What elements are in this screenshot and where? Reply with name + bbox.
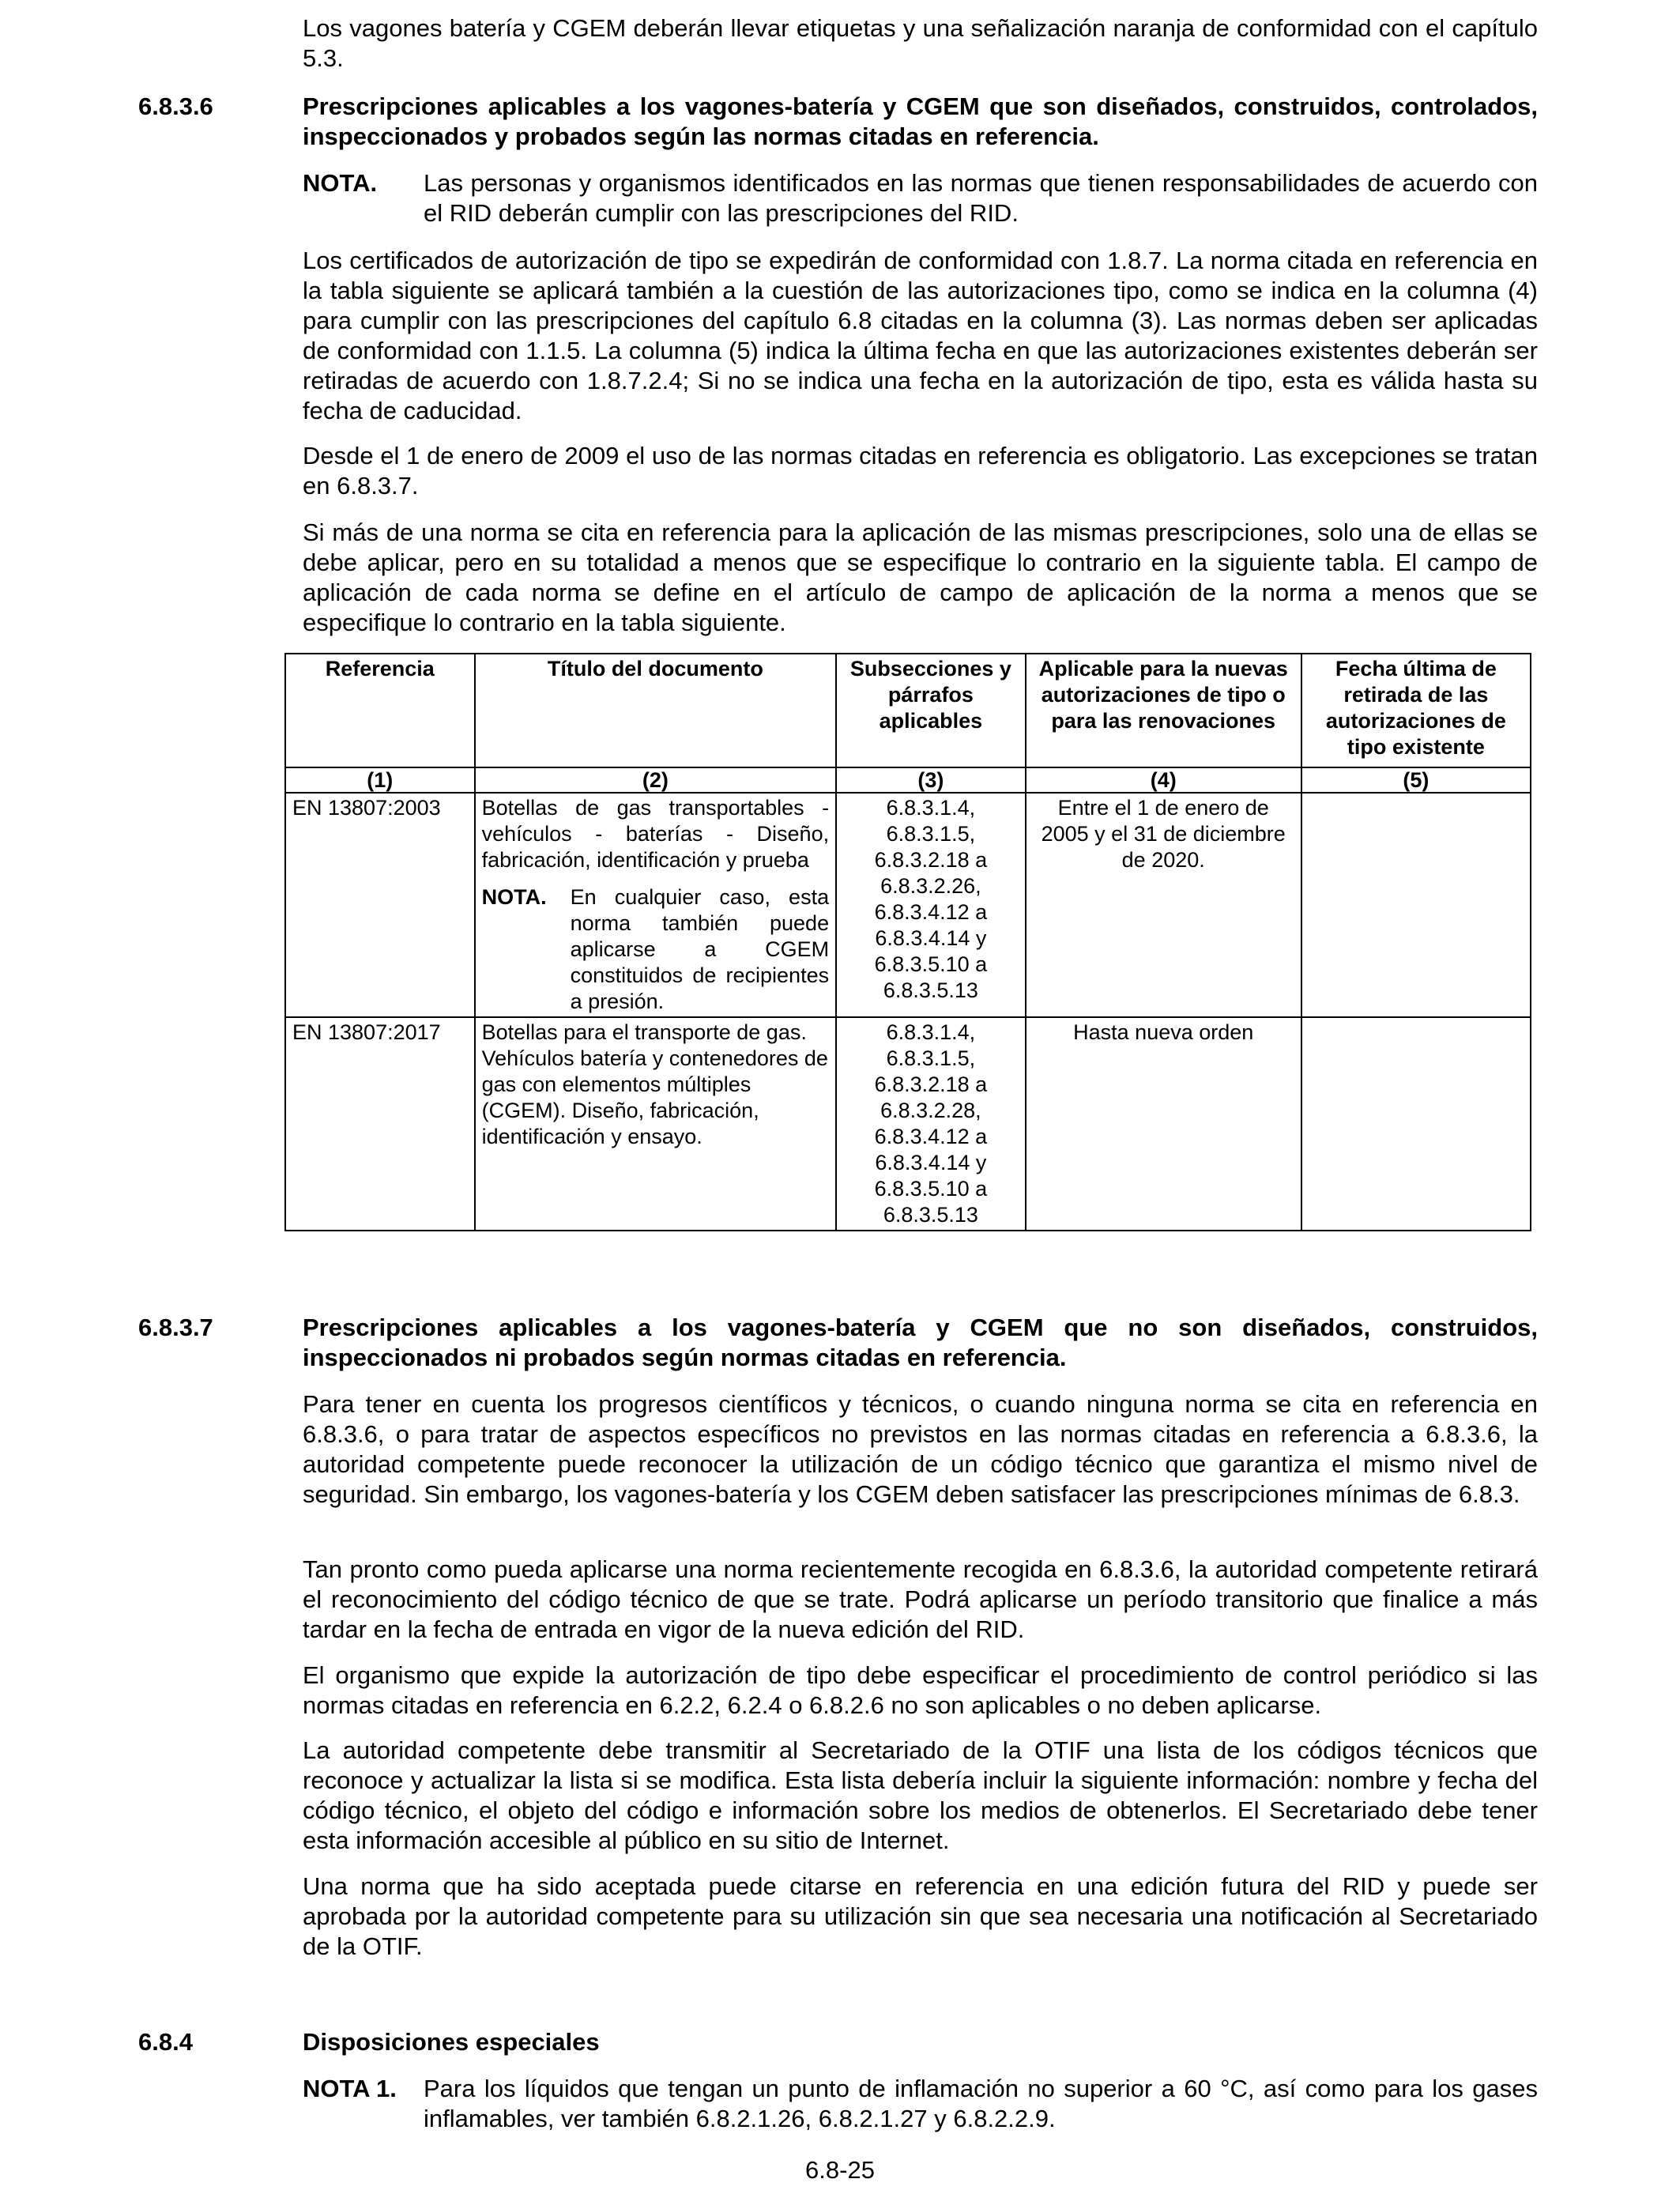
table-header-row <box>285 654 1531 767</box>
cell-title-text: Botellas de gas transportables - vehículos - baterías - Diseño, fabricación, identificación y prueba <box>481 796 830 872</box>
column-number-3: (3) <box>836 767 1026 793</box>
section-title-684: Disposiciones especiales <box>303 2028 600 2056</box>
standards-table <box>284 653 1531 1231</box>
column-number-5: (5) <box>1301 767 1531 793</box>
table-column-number-row <box>285 767 1531 793</box>
paragraph-6837-3: El organismo que expide la autorización de tipo debe especificar el procedimiento de control periódico si las normas citadas en referencia en 6.2.2, 6.2.4 o 6.8.2.6 no son aplicables o no deben aplicarse. <box>303 1661 1538 1719</box>
cell-reference: EN 13807:2003 <box>285 793 475 1017</box>
paragraph-6836-1: Los certificados de autorización de tipo se expedirán de conformidad con 1.8.7. La norma citada en referencia en la tabla siguiente se aplicará también a la cuestión de las autorizaciones tipo, como se indica en la columna (4) para cumplir con las prescripciones del capítulo 6.8 citadas en la columna (3). Las normas deben ser aplicadas de conformidad con 1.1.5. La columna (5) indica la última fecha en que las autorizaciones existentes deberán ser retiradas de acuerdo con 1.8.7.2.4; Si no se indica una fecha en la autorización de tipo, esta es válida hasta su fecha de caducidad. <box>303 247 1538 424</box>
header-reference: Referencia <box>285 654 475 767</box>
cell-note-text: En cualquier caso, esta norma también puede aplicarse a CGEM constituidos de recipientes a presión. <box>570 885 830 1013</box>
cell-note <box>482 884 830 1015</box>
section-title-6837: Prescripciones aplicables a los vagones-batería y CGEM que no son diseñados, construidos, inspeccionados ni probados según normas citadas en referencia. <box>303 1314 1538 1371</box>
section-number-684: 6.8.4 <box>138 2028 193 2056</box>
cell-subsections: 6.8.3.1.4, 6.8.3.1.5, 6.8.3.2.18 a 6.8.3.2.26, 6.8.3.4.12 a 6.8.3.4.14 y 6.8.3.5.10 a 6.8.3.5.13 <box>836 793 1026 1017</box>
paragraph-6837-2: Tan pronto como pueda aplicarse una norma recientemente recogida en 6.8.3.6, la autoridad competente retirará el reconocimiento del código técnico de que se trate. Podrá aplicarse un período transitorio que finalice a más tardar en la fecha de entrada en vigor de la nueva edición del RID. <box>303 1555 1538 1643</box>
header-applicable: Aplicable para la nuevas autorizaciones de tipo o para las renovaciones <box>1026 654 1301 767</box>
paragraph-6837-5: Una norma que ha sido aceptada puede citarse en referencia en una edición futura del RID y puede ser aprobada por la autoridad competente para su utilización sin que sea necesaria una notificación al Secretariado de la OTIF. <box>303 1872 1538 1960</box>
header-withdrawal-date: Fecha última de retirada de las autorizaciones de tipo existente <box>1301 654 1531 767</box>
cell-title-text: Botellas para el transporte de gas. Vehículos batería y contenedores de gas con elementos múltiples (CGEM). Diseño, fabricación, identificación y ensayo. <box>481 1020 828 1148</box>
column-number-2: (2) <box>475 767 837 793</box>
table-row <box>285 793 1531 1017</box>
header-subsections: Subsecciones y párrafos aplicables <box>836 654 1026 767</box>
header-title: Título del documento <box>475 654 837 767</box>
page-number: 6.8-25 <box>805 2156 875 2184</box>
paragraph-6836-3: Si más de una norma se cita en referencia para la aplicación de las mismas prescripciones, solo una de ellas se debe aplicar, pero en su totalidad a menos que se especifique lo contrario en la siguiente tabla. El campo de aplicación de cada norma se define en el artículo de campo de aplicación de la norma a menos que se especifique lo contrario en la tabla siguiente. <box>303 518 1538 636</box>
paragraph-6836-2: Desde el 1 de enero de 2009 el uso de las normas citadas en referencia es obligatorio. Las excepciones se tratan en 6.8.3.7. <box>303 442 1538 499</box>
note-text-6836: Las personas y organismos identificados en las normas que tienen responsabilidades de acuerdo con el RID deberán cumplir con las prescripciones del RID. <box>424 169 1538 227</box>
cell-title <box>475 793 837 1017</box>
cell-note-label: NOTA. <box>481 885 547 909</box>
cell-title <box>475 1017 837 1231</box>
note-label-6836: NOTA. <box>303 169 378 197</box>
paragraph-6837-4: La autoridad competente debe transmitir al Secretariado de la OTIF una lista de los códigos técnicos que reconoce y actualizar la lista si se modifica. Esta lista debería incluir la siguiente información: nombre y fecha del código técnico, el objeto del código e información sobre los medios de obtenerlos. El Secretariado debe tener esta información accesible al público en su sitio de Internet. <box>303 1736 1538 1854</box>
cell-withdrawal-date <box>1301 793 1531 1017</box>
cell-reference: EN 13807:2017 <box>285 1017 475 1231</box>
section-title-6836: Prescripciones aplicables a los vagones-batería y CGEM que son diseñados, construidos, controlados, inspeccionados y probados según las normas citadas en referencia. <box>303 92 1538 150</box>
column-number-1: (1) <box>285 767 475 793</box>
note-label-684: NOTA 1. <box>303 2075 397 2102</box>
table-row <box>285 1017 1531 1231</box>
intro-paragraph: Los vagones batería y CGEM deberán llevar etiquetas y una señalización naranja de conformidad con el capítulo 5.3. <box>303 14 1538 72</box>
cell-applicable: Entre el 1 de enero de 2005 y el 31 de diciembre de 2020. <box>1026 793 1301 1017</box>
paragraph-6837-1: Para tener en cuenta los progresos científicos y técnicos, o cuando ninguna norma se cita en referencia en 6.8.3.6, o para tratar de aspectos específicos no previstos en las normas citadas en referencia a 6.8.3.6, la autoridad competente puede reconocer la utilización de un código técnico que garantiza el mismo nivel de seguridad. Sin embargo, los vagones-batería y los CGEM deben satisfacer las prescripciones mínimas de 6.8.3. <box>303 1390 1538 1508</box>
cell-subsections: 6.8.3.1.4, 6.8.3.1.5, 6.8.3.2.18 a 6.8.3.2.28, 6.8.3.4.12 a 6.8.3.4.14 y 6.8.3.5.10 a 6.8.3.5.13 <box>836 1017 1026 1231</box>
note-text-684: Para los líquidos que tengan un punto de inflamación no superior a 60 °C, así como para los gases inflamables, ver también 6.8.2.1.26, 6.8.2.1.27 y 6.8.2.2.9. <box>424 2075 1538 2132</box>
cell-applicable: Hasta nueva orden <box>1026 1017 1301 1231</box>
column-number-4: (4) <box>1026 767 1301 793</box>
section-number-6836: 6.8.3.6 <box>138 92 213 120</box>
cell-withdrawal-date <box>1301 1017 1531 1231</box>
section-number-6837: 6.8.3.7 <box>138 1314 213 1341</box>
